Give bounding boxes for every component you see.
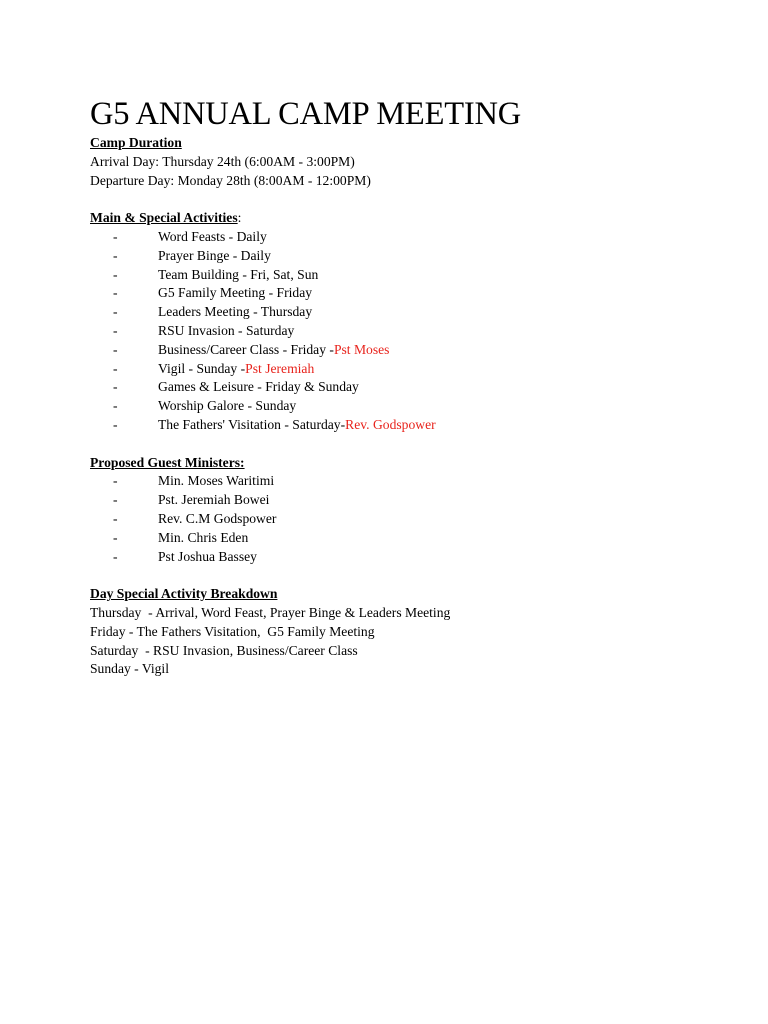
- camp-duration-heading: Camp Duration: [90, 135, 182, 150]
- spacer: [90, 190, 730, 209]
- breakdown-heading-line: [90, 585, 730, 604]
- list-item: [90, 341, 730, 360]
- spacer: [90, 435, 730, 454]
- list-item: [90, 266, 730, 285]
- list-item-text: Vigil - Sunday -: [158, 360, 246, 376]
- list-item-text: RSU Invasion - Saturday: [158, 322, 295, 338]
- ministers-heading: Proposed Guest Ministers:: [90, 454, 245, 470]
- bullet-dash: -: [113, 510, 118, 526]
- list-item: [90, 303, 730, 322]
- departure-day-text: Departure Day: Monday 28th (8:00AM - 12:00PM): [90, 172, 371, 188]
- document-title: G5 ANNUAL CAMP MEETING: [90, 96, 522, 132]
- list-item-text: G5 Family Meeting - Friday: [158, 285, 313, 301]
- activities-heading: Main & Special Activities: [90, 210, 238, 226]
- breakdown-line: Sunday - Vigil: [90, 661, 169, 677]
- bullet-dash: -: [113, 492, 118, 508]
- list-item: [90, 322, 730, 341]
- list-item-text: Prayer Binge - Daily: [158, 247, 271, 263]
- list-item: [90, 360, 730, 379]
- list-item-text: Rev. C.M Godspower: [158, 510, 277, 526]
- list-item-text: Pst Joshua Bassey: [158, 548, 257, 564]
- list-item: [90, 548, 730, 567]
- bullet-dash: -: [113, 266, 118, 282]
- activities-heading-colon: :: [237, 210, 242, 226]
- list-item-highlight: Pst Moses: [333, 341, 390, 357]
- breakdown-line: Thursday - Arrival, Word Feast, Prayer Binge & Leaders Meeting: [90, 604, 451, 620]
- arrival-day-text: Arrival Day: Thursday 24th (6:00AM - 3:00PM): [90, 153, 355, 169]
- bullet-dash: -: [113, 379, 118, 395]
- list-item-text: Min. Moses Waritimi: [158, 473, 275, 489]
- bullet-dash: -: [113, 398, 118, 414]
- bullet-dash: -: [113, 341, 118, 357]
- breakdown-line: Saturday - RSU Invasion, Business/Career Class: [90, 642, 358, 658]
- list-item: [90, 228, 730, 247]
- bullet-dash: -: [113, 247, 118, 263]
- breakdown-line: Friday - The Fathers Visitation, G5 Family Meeting: [90, 623, 375, 639]
- list-item: [90, 510, 730, 529]
- bullet-dash: -: [113, 416, 118, 432]
- list-item-highlight: Pst Jeremiah: [245, 360, 315, 376]
- activities-heading-line: [90, 209, 730, 228]
- list-item-text: Pst. Jeremiah Bowei: [158, 492, 270, 508]
- bullet-dash: -: [113, 228, 118, 244]
- list-item-text: Min. Chris Eden: [158, 529, 249, 545]
- list-item-text: Business/Career Class - Friday -: [158, 341, 334, 357]
- list-item: [90, 472, 730, 491]
- list-item: [90, 247, 730, 266]
- list-item-text: Games & Leisure - Friday & Sunday: [158, 379, 359, 395]
- list-item-text: Team Building - Fri, Sat, Sun: [158, 266, 319, 282]
- list-item-text: Leaders Meeting - Thursday: [158, 304, 313, 320]
- list-item: [90, 284, 730, 303]
- list-item-text: The Fathers' Visitation - Saturday-: [158, 416, 346, 432]
- bullet-dash: -: [113, 548, 118, 564]
- bullet-dash: -: [113, 529, 118, 545]
- ministers-heading-line: [90, 454, 730, 473]
- bullet-dash: -: [113, 322, 118, 338]
- list-item-text: Word Feasts - Daily: [158, 228, 267, 244]
- list-item-highlight: Rev. Godspower: [345, 416, 436, 432]
- list-item: [90, 529, 730, 548]
- list-item: [90, 491, 730, 510]
- activities-list: [90, 228, 730, 435]
- bullet-dash: -: [113, 285, 118, 301]
- spacer: [90, 566, 730, 585]
- bullet-dash: -: [113, 473, 118, 489]
- list-item: [90, 416, 730, 435]
- breakdown-heading: Day Special Activity Breakdown: [90, 586, 278, 602]
- list-item: [90, 378, 730, 397]
- ministers-list: [90, 472, 730, 566]
- document-page: [90, 94, 730, 679]
- bullet-dash: -: [113, 304, 118, 320]
- camp-duration-heading-line: [90, 134, 730, 153]
- bullet-dash: -: [113, 360, 118, 376]
- list-item: [90, 397, 730, 416]
- list-item-text: Worship Galore - Sunday: [158, 398, 297, 414]
